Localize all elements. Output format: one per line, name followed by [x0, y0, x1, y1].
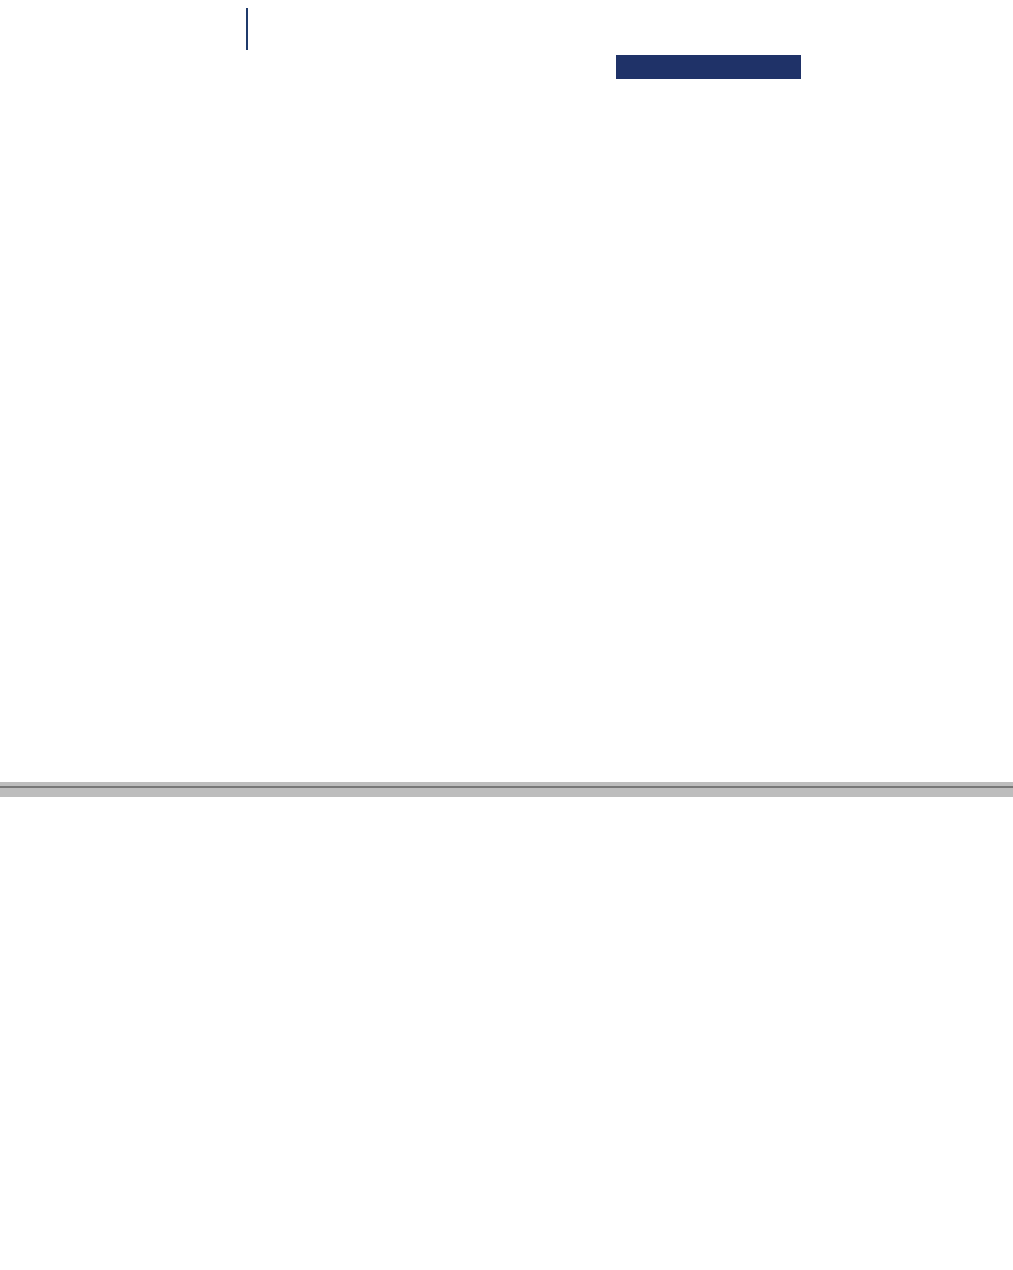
calendar-top-half: [14, 85, 1005, 773]
rr-legend-badge: [616, 55, 801, 79]
page-divider: [0, 782, 1013, 797]
logo-divider: [246, 8, 248, 50]
calendar-bottom-half: [14, 808, 1005, 1270]
